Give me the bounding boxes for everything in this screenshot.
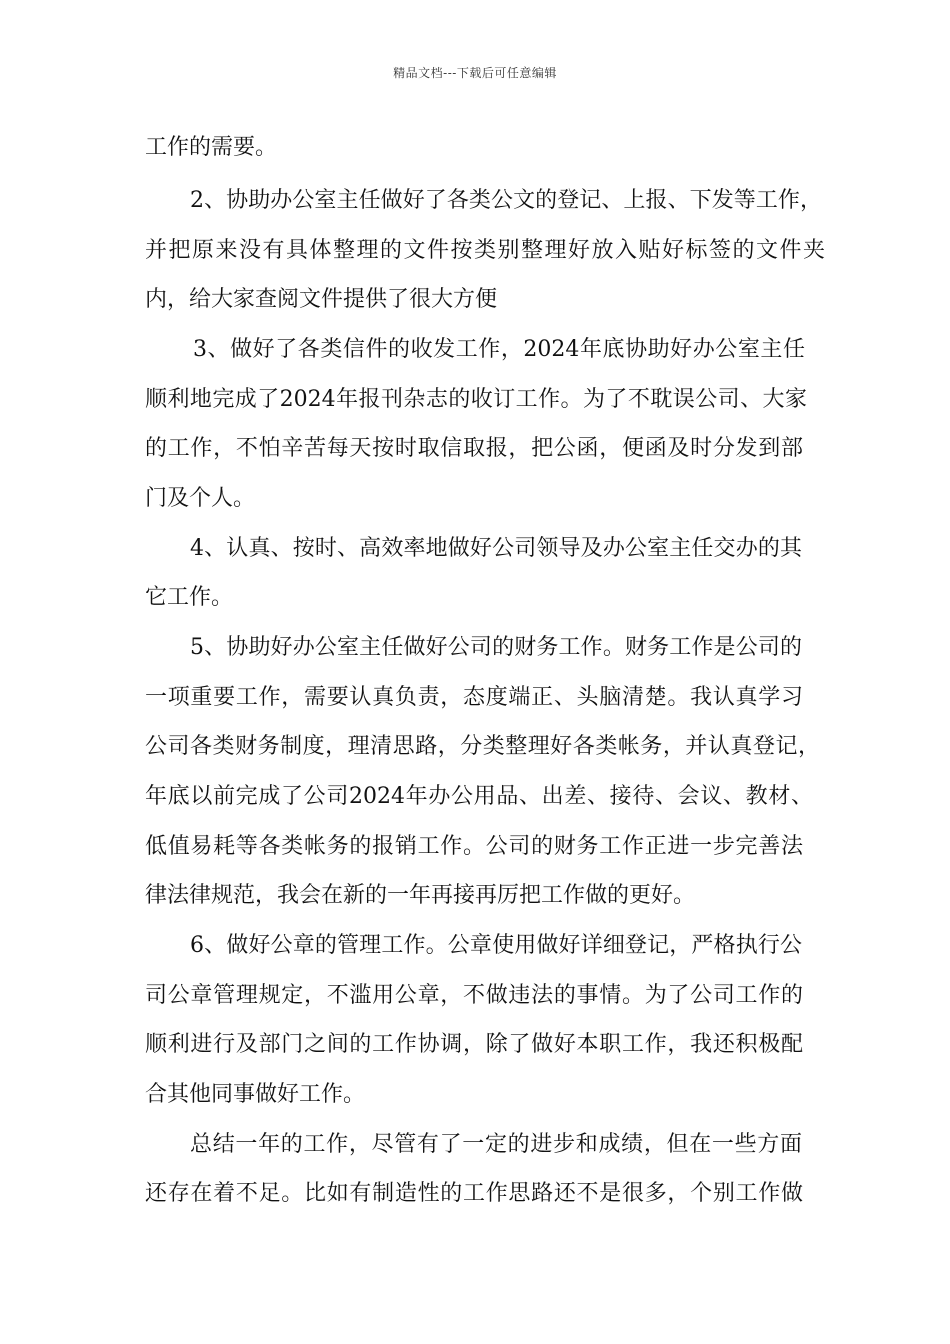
text-line: 公司各类财务制度，理清思路，分类整理好各类帐务，并认真登记， (145, 734, 820, 759)
text-line: 并把原来没有具体整理的文件按类别整理好放入贴好标签的文件夹 (145, 238, 825, 263)
text-line: 一项重要工作，需要认真负责，态度端正、头脑清楚。我认真学习 (145, 685, 803, 710)
text-line: 6、做好公章的管理工作。公章使用做好详细登记，严格执行公 (190, 933, 802, 958)
text-line: 律法律规范，我会在新的一年再接再厉把工作做的更好。 (145, 883, 696, 908)
text-line: 合其他同事做好工作。 (145, 1082, 366, 1107)
text-line: 顺利地完成了2024年报刊杂志的收订工作。为了不耽误公司、大家 (145, 387, 807, 412)
text-line: 顺利进行及部门之间的工作协调，除了做好本职工作，我还积极配 (145, 1032, 803, 1057)
text-line: 低值易耗等各类帐务的报销工作。公司的财务工作正进一步完善法 (145, 834, 803, 859)
text-line: 2、协助办公室主任做好了各类公文的登记、上报、下发等工作， (190, 188, 822, 213)
text-line: 它工作。 (145, 585, 234, 610)
text-line: 5、协助好办公室主任做好公司的财务工作。财务工作是公司的 (190, 635, 802, 660)
page-header: 精品文档---下载后可任意编辑 (393, 66, 557, 80)
text-line: 内，给大家查阅文件提供了很大方便 (145, 287, 498, 312)
text-line: 3、做好了各类信件的收发工作，2024年底协助好办公室主任 (193, 337, 805, 362)
text-line: 工作的需要。 (145, 135, 278, 160)
text-line: 年底以前完成了公司2024年办公用品、出差、接待、会议、教材、 (145, 784, 813, 809)
text-line: 总结一年的工作，尽管有了一定的进步和成绩，但在一些方面 (190, 1132, 802, 1157)
text-line: 的工作，不怕辛苦每天按时取信取报，把公函，便函及时分发到部 (145, 436, 803, 461)
text-line: 还存在着不足。比如有制造性的工作思路还不是很多，个别工作做 (145, 1181, 803, 1206)
text-line: 门及个人。 (145, 486, 256, 511)
text-line: 司公章管理规定，不滥用公章，不做违法的事情。为了公司工作的 (145, 983, 803, 1008)
text-line: 4、认真、按时、高效率地做好公司领导及办公室主任交办的其 (190, 536, 802, 561)
